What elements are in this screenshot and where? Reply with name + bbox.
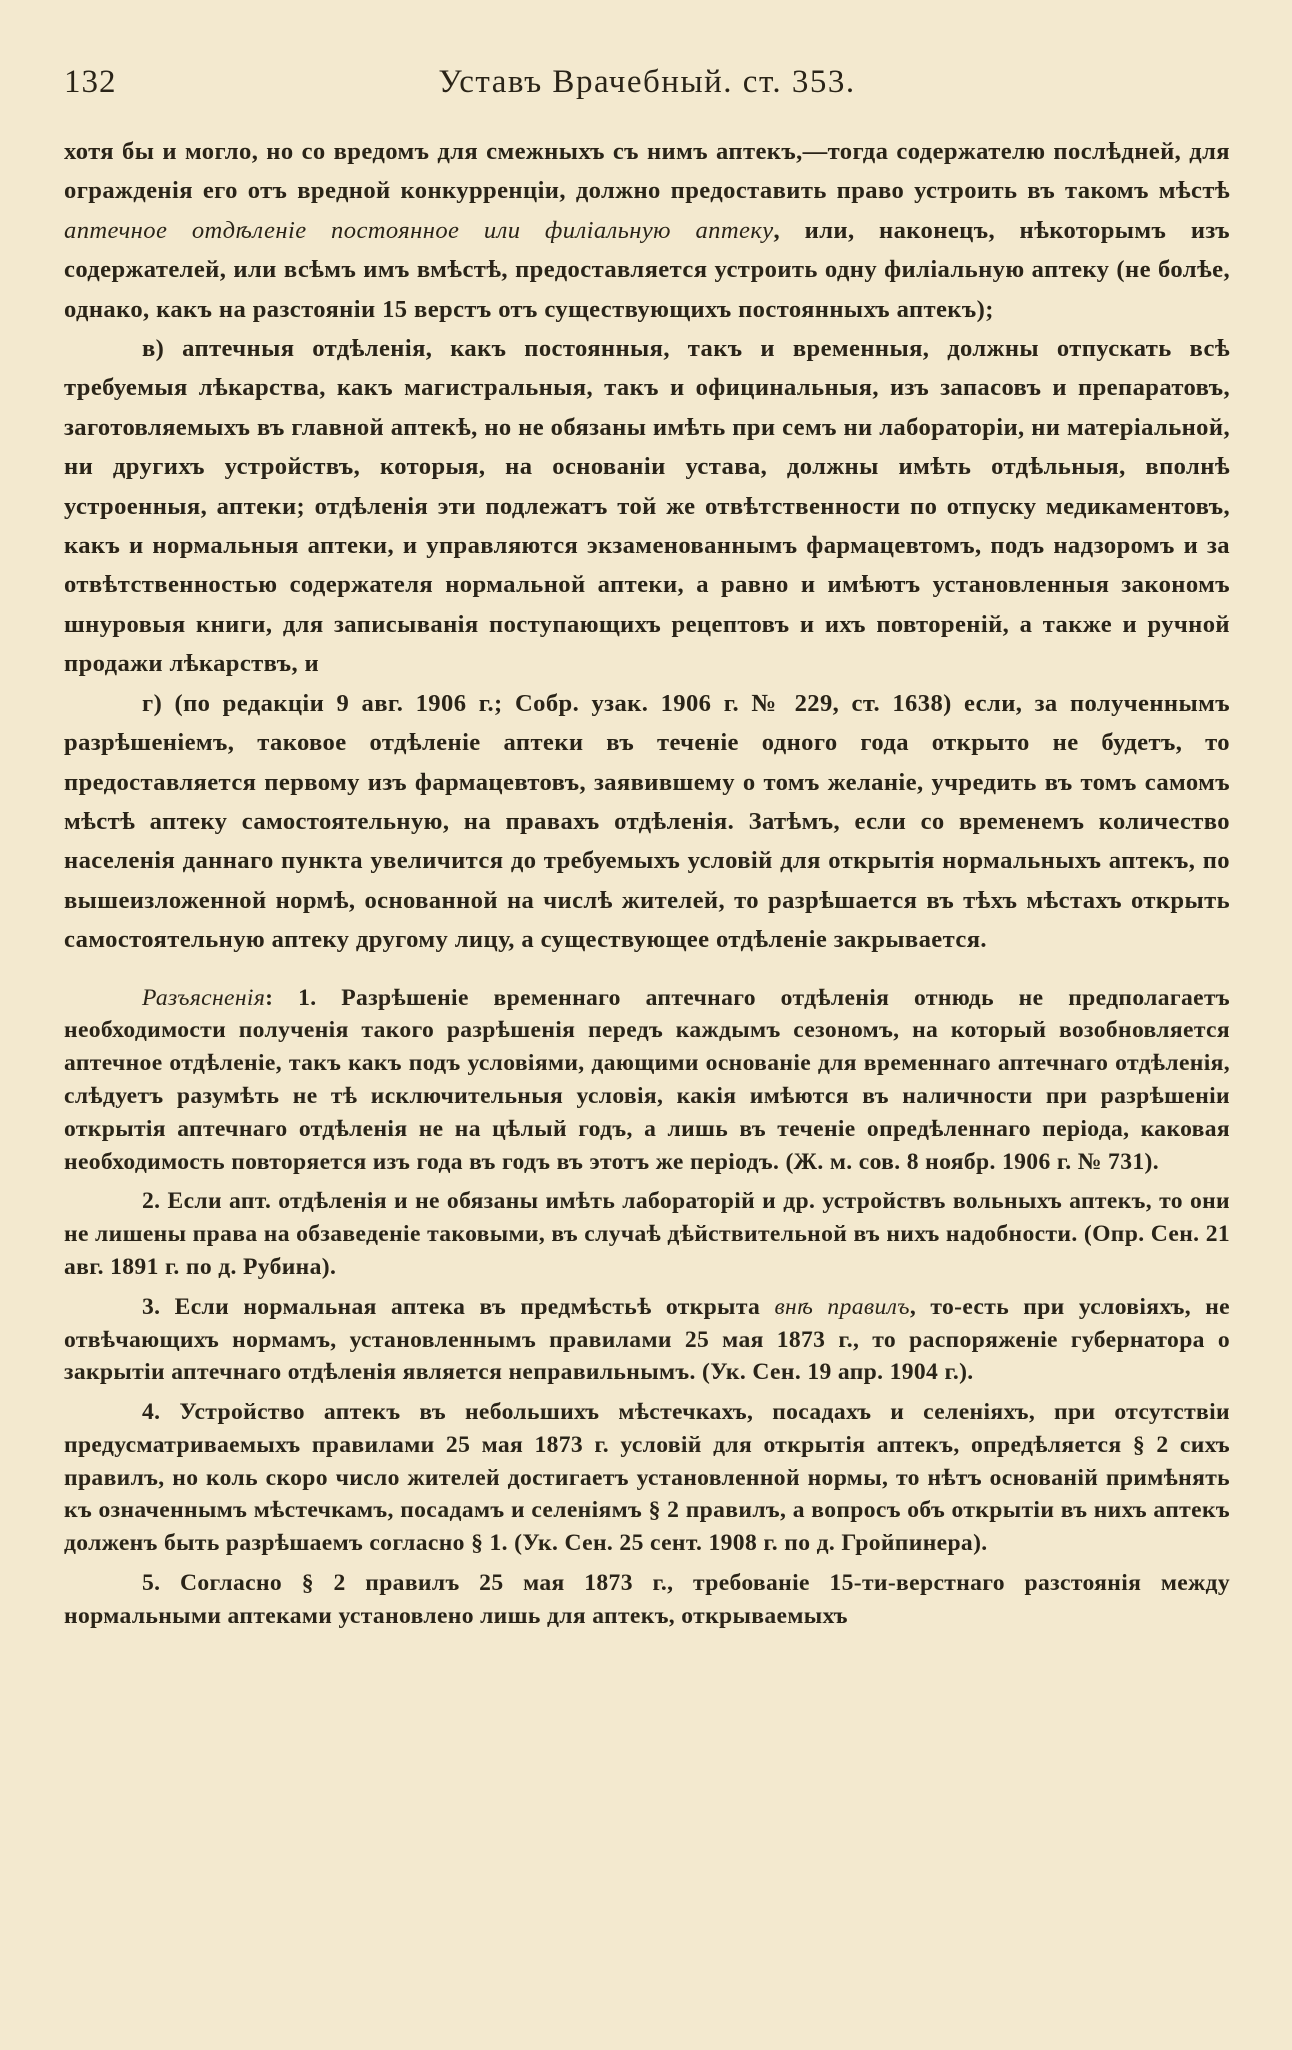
text-run: хотя бы и могло, но со вредомъ для смежныхъ съ нимъ аптекъ,—тогда содержателю послѣдней, для огражденія его отъ вредной конкурренціи, должно предоставить право устроить въ такомъ мѣстѣ bbox=[64, 138, 1230, 205]
explanation-3 bbox=[64, 1291, 1230, 1389]
explanations bbox=[64, 982, 1230, 1633]
explanations-label: Разъясненія bbox=[142, 984, 266, 1011]
text-run: : 1. Разрѣшеніе временнаго аптечнаго отдѣленія отнюдь не предполагаетъ необходимости полученія такого разрѣшенія передъ каждымъ сезономъ, на который возобновляется аптечное отдѣленіе, такъ какъ подъ условіями, дающими основаніе для временнаго аптечнаго отдѣленія, слѣдуетъ разумѣть не тѣ исключительныя условія, какія имѣются въ наличности при разрѣшеніи открытія аптечнаго отдѣленія не на цѣлый годъ, а лишь въ теченіе опредѣленнаго періода, каковая необходимость повторяется изъ года въ годъ въ этотъ же періодъ. (Ж. м. сов. 8 ноябр. 1906 г. № 731). bbox=[64, 984, 1230, 1175]
italic-phrase: аптечное отдѣленіе постоянное или филіальную аптеку bbox=[64, 216, 774, 244]
explanation-4: 4. Устройство аптекъ въ небольшихъ мѣстечкахъ, посадахъ и селеніяхъ, при отсутствіи предусматриваемыхъ правилами 25 мая 1873 г. условій для открытія аптекъ, опредѣляется § 2 сихъ правилъ, но коль скоро число жителей достигаетъ установленной нормы, то нѣтъ основаній примѣнять къ означеннымъ мѣстечкамъ, посадамъ и селеніямъ § 2 правилъ, а вопросъ объ открытіи въ нихъ аптекъ долженъ быть разрѣшаемъ согласно § 1. (Ук. Сен. 25 сент. 1908 г. по д. Гройпинера). bbox=[64, 1399, 1230, 1557]
running-head: Уставъ Врачебный. ст. 353. bbox=[438, 64, 856, 100]
paragraph-v: в) аптечныя отдѣленія, какъ постоянныя, такъ и временныя, должны отпускать всѣ требуемыя лѣкарства, какъ магистральныя, такъ и официнальныя, изъ запасовъ и препаратовъ, заготовляемыхъ въ главной аптекѣ, но не обязаны имѣть при семъ ни лабораторіи, ни матеріальной, ни другихъ устройствъ, которыя, на основаніи устава, должны имѣть отдѣльныя, вполнѣ устроенныя, аптеки; отдѣленія эти подлежатъ той же отвѣтственности по отпуску медикаментовъ, какъ и нормальныя аптеки, и управляются экзаменованнымъ фармацевтомъ, подъ надзоромъ и за отвѣтственностью содержателя нормальной аптеки, а равно и имѣютъ установленныя закономъ шнуровыя книги, для записыванія поступающихъ рецептовъ и ихъ повтореній, а также и ручной продажи лѣкарствъ, и bbox=[64, 335, 1230, 678]
explanation-1 bbox=[64, 982, 1230, 1179]
text-run: , или, наконецъ, нѣкоторымъ изъ содержателей, или всѣмъ имъ вмѣстѣ, предоставляется устроить одну филіальную аптеку (не болѣе, однако, какъ на разстояніи 15 верстъ отъ существующихъ постоянныхъ аптекъ); bbox=[64, 216, 1231, 323]
explanation-5: 5. Согласно § 2 правилъ 25 мая 1873 г., требованіе 15-ти-верстнаго разстоянія между нормальными аптеками установлено лишь для аптекъ, открываемыхъ bbox=[64, 1570, 1230, 1629]
paragraph-b-continuation bbox=[64, 132, 1230, 329]
text-run: 3. Если нормальная аптека въ предмѣстьѣ открыта bbox=[142, 1293, 775, 1320]
text-run: , то-есть при условіяхъ, не отвѣчающихъ нормамъ, установленнымъ правилами 25 мая 1873 г., то распоряженіе губернатора о закрытіи аптечнаго отдѣленія является неправильнымъ. (Ук. Сен. 19 апр. 1904 г.). bbox=[64, 1293, 1230, 1386]
statute-text bbox=[64, 132, 1230, 960]
page-number: 132 bbox=[64, 64, 117, 100]
explanation-2: 2. Если апт. отдѣленія и не обязаны имѣть лабораторій и др. устройствъ вольныхъ аптекъ, то они не лишены права на обзаведеніе таковыми, въ случаѣ дѣйствительной въ нихъ надобности. (Опр. Сен. 21 авг. 1891 г. по д. Рубина). bbox=[64, 1188, 1230, 1280]
italic-phrase: внѣ правилъ bbox=[774, 1293, 910, 1320]
page-header bbox=[64, 0, 1230, 132]
paragraph-g: г) (по редакціи 9 авг. 1906 г.; Собр. узак. 1906 г. № 229, ст. 1638) если, за полученнымъ разрѣшеніемъ, таковое отдѣленіе аптеки въ теченіе одного года открыто не будетъ, то предоставляется первому изъ фармацевтовъ, заявившему о томъ желаніе, учредить въ томъ самомъ мѣстѣ аптеку самостоятельную, на правахъ отдѣленія. Затѣмъ, если со временемъ количество населенія даннаго пункта увеличится до требуемыхъ условій для открытія нормальныхъ аптекъ, по вышеизложенной нормѣ, основанной на числѣ жителей, то разрѣшается въ тѣхъ мѣстахъ открыть самостоятельную аптеку другому лицу, а существующее отдѣленіе закрывается. bbox=[64, 689, 1230, 954]
